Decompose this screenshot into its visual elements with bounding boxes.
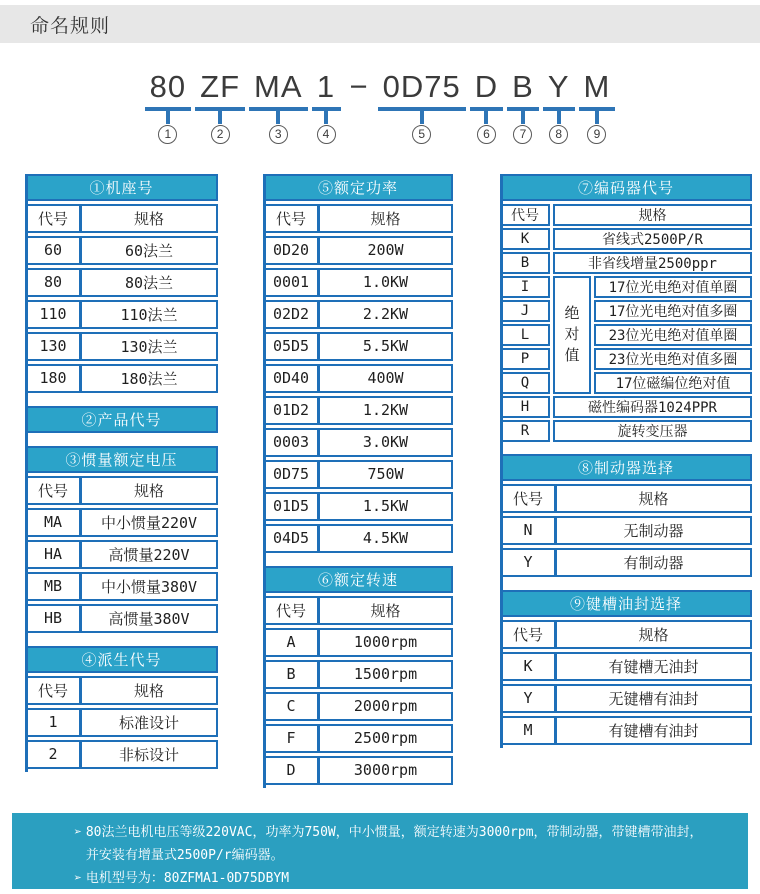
table-row <box>263 524 453 553</box>
table-row <box>25 268 218 297</box>
absolute-value-merged-cell <box>553 276 591 394</box>
segment-stem <box>595 111 599 124</box>
spec-cell: 无键槽有油封 <box>608 689 699 708</box>
spec-cell: 非省线增量2500ppr <box>553 252 752 274</box>
table-row <box>25 572 218 601</box>
table-row <box>263 428 453 457</box>
code-cell: 02D2 <box>265 302 320 327</box>
spec-cell: 标准设计 <box>118 713 179 732</box>
code-cell: H <box>500 396 550 418</box>
footer-note-band <box>12 813 748 889</box>
spec-cell: 旋转变压器 <box>553 420 752 442</box>
table-row <box>500 684 752 713</box>
code-header-cell: 代号 <box>502 622 557 647</box>
spec-cell: 17位光电绝对值多圈 <box>594 300 752 322</box>
code-cell: 0D20 <box>265 238 320 263</box>
code-cell: 2 <box>27 742 82 767</box>
spec-cell: 有制动器 <box>623 553 684 572</box>
note-line-2 <box>74 867 720 890</box>
spec-header-cell: 规格 <box>370 210 401 228</box>
spec-cell: 高惯量220V <box>108 545 190 564</box>
code-cell: 110 <box>27 302 82 327</box>
segment-stem <box>276 111 280 124</box>
table-row <box>263 300 453 329</box>
model-segment-product <box>200 71 240 144</box>
table-row <box>263 364 453 393</box>
table-row <box>25 332 218 361</box>
table9-title-band: ⑨键槽油封选择 <box>500 590 752 617</box>
note-text-2: 电机型号为：80ZFMA1-0D75DBYM <box>85 871 290 886</box>
code-cell: R <box>500 420 550 442</box>
code-cell: N <box>502 518 557 543</box>
code-cell: 0001 <box>265 270 320 295</box>
code-header-cell: 代号 <box>265 206 320 231</box>
code-cell: J <box>500 300 550 322</box>
spec-cell: 400W <box>367 369 404 388</box>
table-header-row <box>500 484 752 513</box>
model-segment-inertia <box>254 71 303 144</box>
code-cell: D <box>265 758 320 783</box>
spec-cell: 中小惯量220V <box>100 513 198 532</box>
segment-number-badge: 8 <box>549 125 568 144</box>
code-header-cell: 代号 <box>27 206 82 231</box>
code-cell: 80 <box>27 270 82 295</box>
table-row <box>500 652 752 681</box>
spec-cell: 80法兰 <box>124 273 174 292</box>
table-row <box>25 604 218 633</box>
spec-cell: 2500rpm <box>353 729 418 748</box>
segment-number-badge: 9 <box>587 125 606 144</box>
table-row <box>500 516 752 545</box>
model-segment-brake <box>548 71 570 144</box>
code-cell: L <box>500 324 550 346</box>
code-cell: 05D5 <box>265 334 320 359</box>
table-row <box>25 300 218 329</box>
spec-cell: 130法兰 <box>120 337 178 356</box>
page-title: 命名规则 <box>30 15 111 37</box>
spec-cell: 3.0KW <box>362 433 409 452</box>
table6-title-band: ⑥额定转速 <box>263 566 453 593</box>
segment-text: M <box>583 69 611 104</box>
model-segment-power <box>383 71 461 144</box>
table2-title-band: ②产品代号 <box>25 406 218 433</box>
table-header-row <box>25 476 218 505</box>
code-cell: Y <box>502 686 557 711</box>
segment-stem <box>218 111 222 124</box>
code-cell: 04D5 <box>265 526 320 551</box>
code-cell: P <box>500 348 550 370</box>
spec-cell: 4.5KW <box>362 529 409 548</box>
table-row <box>263 492 453 521</box>
code-header-cell: 代号 <box>27 478 82 503</box>
model-segment-speed <box>475 71 498 144</box>
spec-cell: 省线式2500P/R <box>553 228 752 250</box>
dash-text: − <box>349 69 369 104</box>
model-number-diagram <box>0 71 760 144</box>
segment-stem <box>557 111 561 124</box>
arrowhead-bullet-icon: ➢ <box>74 871 82 886</box>
segment-stem <box>484 111 488 124</box>
spec-header-cell: 规格 <box>133 682 164 700</box>
table-row <box>25 364 218 393</box>
table-row <box>25 708 218 737</box>
segment-text: 1 <box>316 69 336 104</box>
note-text-1: 80法兰电机电压等级220VAC，功率为750W，中小惯量，额定转速为3000rpm，带制动器，带键槽带油封，并安装有增量式2500P/r编码器。 <box>85 825 703 863</box>
table-header-row <box>263 596 453 625</box>
tables-column-left <box>25 174 218 772</box>
table-row <box>500 716 752 745</box>
tables-column-middle <box>263 174 453 788</box>
code-cell: 0D75 <box>265 462 320 487</box>
segment-number-badge: 3 <box>269 125 288 144</box>
spec-cell: 23位光电绝对值单圈 <box>594 324 752 346</box>
table-row <box>263 756 453 785</box>
segment-number-badge: 4 <box>317 125 336 144</box>
table8-title-band: ⑧制动器选择 <box>500 454 752 481</box>
table-row <box>263 724 453 753</box>
segment-number-badge: 1 <box>158 125 177 144</box>
spec-header-cell: 规格 <box>133 482 164 500</box>
code-cell: HA <box>27 542 82 567</box>
table-header-row <box>25 676 218 705</box>
table-row <box>263 460 453 489</box>
spec-tables <box>0 174 760 788</box>
spec-cell: 1500rpm <box>353 665 418 684</box>
spec-cell: 1.5KW <box>362 497 409 516</box>
segment-text: MA <box>254 69 303 104</box>
spec-cell: 110法兰 <box>120 305 178 324</box>
code-cell: 180 <box>27 366 82 391</box>
segment-number-badge: 2 <box>211 125 230 144</box>
code-cell: HB <box>27 606 82 631</box>
spec-header-cell: 规格 <box>638 626 669 644</box>
table-row <box>25 740 218 769</box>
spec-cell: 高惯量380V <box>108 609 190 628</box>
spec-cell: 750W <box>367 465 404 484</box>
code-cell: B <box>500 252 550 274</box>
spec-cell: 无制动器 <box>623 521 684 540</box>
model-segment-keyseal <box>584 71 611 144</box>
spec-cell: 5.5KW <box>362 337 409 356</box>
code-cell: B <box>265 662 320 687</box>
spec-cell: 60法兰 <box>124 241 174 260</box>
spec-cell: 3000rpm <box>353 761 418 780</box>
tables-column-right <box>500 174 752 748</box>
code-cell: 1 <box>27 710 82 735</box>
table-row <box>263 332 453 361</box>
table-row <box>263 396 453 425</box>
spec-cell: 1.0KW <box>362 273 409 292</box>
table5-title-band: ⑤额定功率 <box>263 174 453 201</box>
table-header-row <box>25 204 218 233</box>
code-cell: 01D2 <box>265 398 320 423</box>
spec-cell: 23位光电绝对值多圈 <box>594 348 752 370</box>
segment-stem <box>324 111 328 124</box>
code-cell: C <box>265 694 320 719</box>
spec-header-cell: 规格 <box>370 602 401 620</box>
spec-cell: 200W <box>367 241 404 260</box>
code-header-cell: 代号 <box>27 678 82 703</box>
spec-cell: 中小惯量380V <box>100 577 198 596</box>
table-row <box>25 236 218 265</box>
model-segment-dash <box>350 71 369 104</box>
absolute-value-label: 绝对值 <box>564 305 580 365</box>
table-row <box>25 508 218 537</box>
model-segment-frame <box>150 71 186 144</box>
table-row <box>500 548 752 577</box>
code-cell: 0003 <box>265 430 320 455</box>
segment-text: 80 <box>149 69 187 104</box>
note-line-1 <box>74 821 720 867</box>
code-cell: 60 <box>27 238 82 263</box>
code-cell: MB <box>27 574 82 599</box>
segment-text: Y <box>547 69 570 104</box>
code-cell: Q <box>500 372 550 394</box>
spec-header-cell: 规格 <box>638 490 669 508</box>
spec-cell: 非标设计 <box>118 745 179 764</box>
spec-cell: 磁性编码器1024PPR <box>553 396 752 418</box>
code-header-cell: 代号 <box>500 204 550 226</box>
spec-cell: 1000rpm <box>353 633 418 652</box>
table-row <box>263 268 453 297</box>
code-cell: 01D5 <box>265 494 320 519</box>
spec-cell: 有键槽有油封 <box>608 721 699 740</box>
spec-cell: 17位磁编位绝对值 <box>594 372 752 394</box>
table-header-row <box>263 204 453 233</box>
encoder-table <box>500 204 752 442</box>
code-cell: K <box>500 228 550 250</box>
spec-header-cell: 规格 <box>133 210 164 228</box>
segment-stem <box>420 111 424 124</box>
table-header-row <box>500 620 752 649</box>
arrowhead-bullet-icon: ➢ <box>74 825 82 840</box>
spec-cell: 2000rpm <box>353 697 418 716</box>
spec-cell: 180法兰 <box>120 369 178 388</box>
spec-cell: 1.2KW <box>362 401 409 420</box>
table-row <box>263 660 453 689</box>
model-segment-encoder <box>512 71 534 144</box>
table4-title-band: ④派生代号 <box>25 646 218 673</box>
segment-text: ZF <box>200 69 241 104</box>
table-row <box>25 540 218 569</box>
code-header-cell: 代号 <box>502 486 557 511</box>
spec-cell: 有键槽无油封 <box>608 657 699 676</box>
table-row <box>263 236 453 265</box>
segment-stem <box>166 111 170 124</box>
segment-stem <box>521 111 525 124</box>
code-cell: Y <box>502 550 557 575</box>
segment-number-badge: 5 <box>412 125 431 144</box>
code-cell: A <box>265 630 320 655</box>
table-row <box>263 692 453 721</box>
spec-cell: 17位光电绝对值单圈 <box>594 276 752 298</box>
segment-text: 0D75 <box>382 69 461 104</box>
code-cell: 130 <box>27 334 82 359</box>
code-cell: F <box>265 726 320 751</box>
segment-text: D <box>474 69 499 104</box>
code-cell: 0D40 <box>265 366 320 391</box>
spec-cell: 2.2KW <box>362 305 409 324</box>
table3-title-band: ③惯量额定电压 <box>25 446 218 473</box>
table-row <box>263 628 453 657</box>
segment-number-badge: 7 <box>513 125 532 144</box>
code-cell: I <box>500 276 550 298</box>
code-cell: MA <box>27 510 82 535</box>
code-header-cell: 代号 <box>265 598 320 623</box>
code-cell: M <box>502 718 557 743</box>
spec-header-cell: 规格 <box>553 204 752 226</box>
table7-title-band: ⑦编码器代号 <box>500 174 752 201</box>
code-cell: K <box>502 654 557 679</box>
page-title-bar <box>0 5 760 43</box>
segment-number-badge: 6 <box>477 125 496 144</box>
table1-title-band: ①机座号 <box>25 174 218 201</box>
segment-text: B <box>512 69 534 104</box>
model-segment-derive <box>317 71 336 144</box>
